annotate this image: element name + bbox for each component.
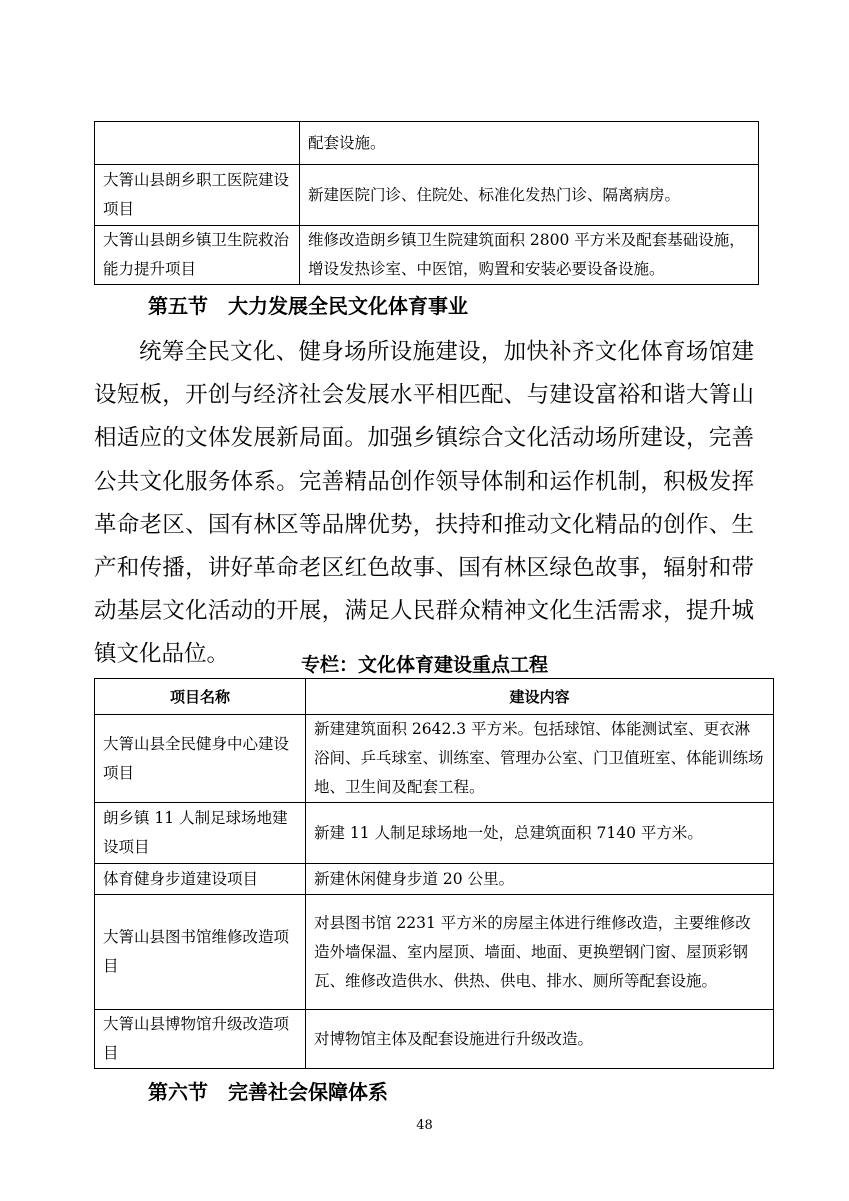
table-header-row [95, 679, 774, 715]
section-heading-6: 第六节 完善社会保障体系 [148, 1080, 388, 1104]
project-name-cell [95, 122, 300, 165]
table-row [95, 165, 759, 226]
project-name-cell: 大箐山县图书馆维修改造项目 [95, 895, 306, 1010]
project-content-cell: 新建 11 人制足球场地一处，总建筑面积 7140 平方米。 [306, 803, 774, 864]
project-name-cell: 大箐山县全民健身中心建设项目 [95, 715, 306, 803]
page-number: 48 [416, 1118, 433, 1133]
project-content-cell: 维修改造朗乡镇卫生院建筑面积 2800 平方米及配套基础设施，增设发热诊室、中医馆，购置和安装必要设备设施。 [300, 226, 759, 285]
table-row [95, 864, 774, 895]
health-projects-table [94, 121, 759, 285]
table-caption: 专栏：文化体育建设重点工程 [300, 654, 548, 676]
project-content-cell: 新建休闲健身步道 20 公里。 [306, 864, 774, 895]
project-content-cell: 配套设施。 [300, 122, 759, 165]
project-content-cell: 对博物馆主体及配套设施进行升级改造。 [306, 1010, 774, 1069]
table-row [95, 803, 774, 864]
section-heading-5: 第五节 大力发展全民文化体育事业 [148, 294, 468, 318]
project-name-cell: 大箐山县博物馆升级改造项目 [95, 1010, 306, 1069]
table-row [95, 715, 774, 803]
project-content-cell: 对县图书馆 2231 平方米的房屋主体进行维修改造，主要维修改造外墙保温、室内屋顶、墙面、地面、更换塑钢门窗、屋顶彩钢瓦、维修改造供水、供热、供电、排水、厕所等配套设施。 [306, 895, 774, 1010]
table-row [95, 226, 759, 285]
culture-sports-projects-table [94, 678, 774, 1069]
project-content-cell: 新建建筑面积 2642.3 平方米。包括球馆、体能测试室、更衣淋浴间、乒乓球室、训练室、管理办公室、门卫值班室、体能训练场地、卫生间及配套工程。 [306, 715, 774, 803]
project-content-cell: 新建医院门诊、住院处、标准化发热门诊、隔离病房。 [300, 165, 759, 226]
project-name-cell: 体育健身步道建设项目 [95, 864, 306, 895]
project-name-cell: 大箐山县朗乡职工医院建设项目 [95, 165, 300, 226]
table-row [95, 1010, 774, 1069]
project-name-cell: 朗乡镇 11 人制足球场地建设项目 [95, 803, 306, 864]
table-row [95, 122, 759, 165]
header-project-name: 项目名称 [95, 679, 306, 715]
section-paragraph: 统筹全民文化、健身场所设施建设，加快补齐文化体育场馆建设短板，开创与经济社会发展水平相匹配、与建设富裕和谐大箐山相适应的文体发展新局面。加强乡镇综合文化活动场所建设，完善公共文化服务体系。完善精品创作领导体制和运作机制，积极发挥革命老区、国有林区等品牌优势，扶持和推动文化精品的创作、生产和传播，讲好革命老区红色故事、国有林区绿色故事，辐射和带动基层文化活动的开展，满足人民群众精神文化生活需求，提升城镇文化品位。 [94, 339, 754, 668]
project-name-cell: 大箐山县朗乡镇卫生院救治能力提升项目 [95, 226, 300, 285]
table-row [95, 895, 774, 1010]
header-construction-content: 建设内容 [306, 679, 774, 715]
